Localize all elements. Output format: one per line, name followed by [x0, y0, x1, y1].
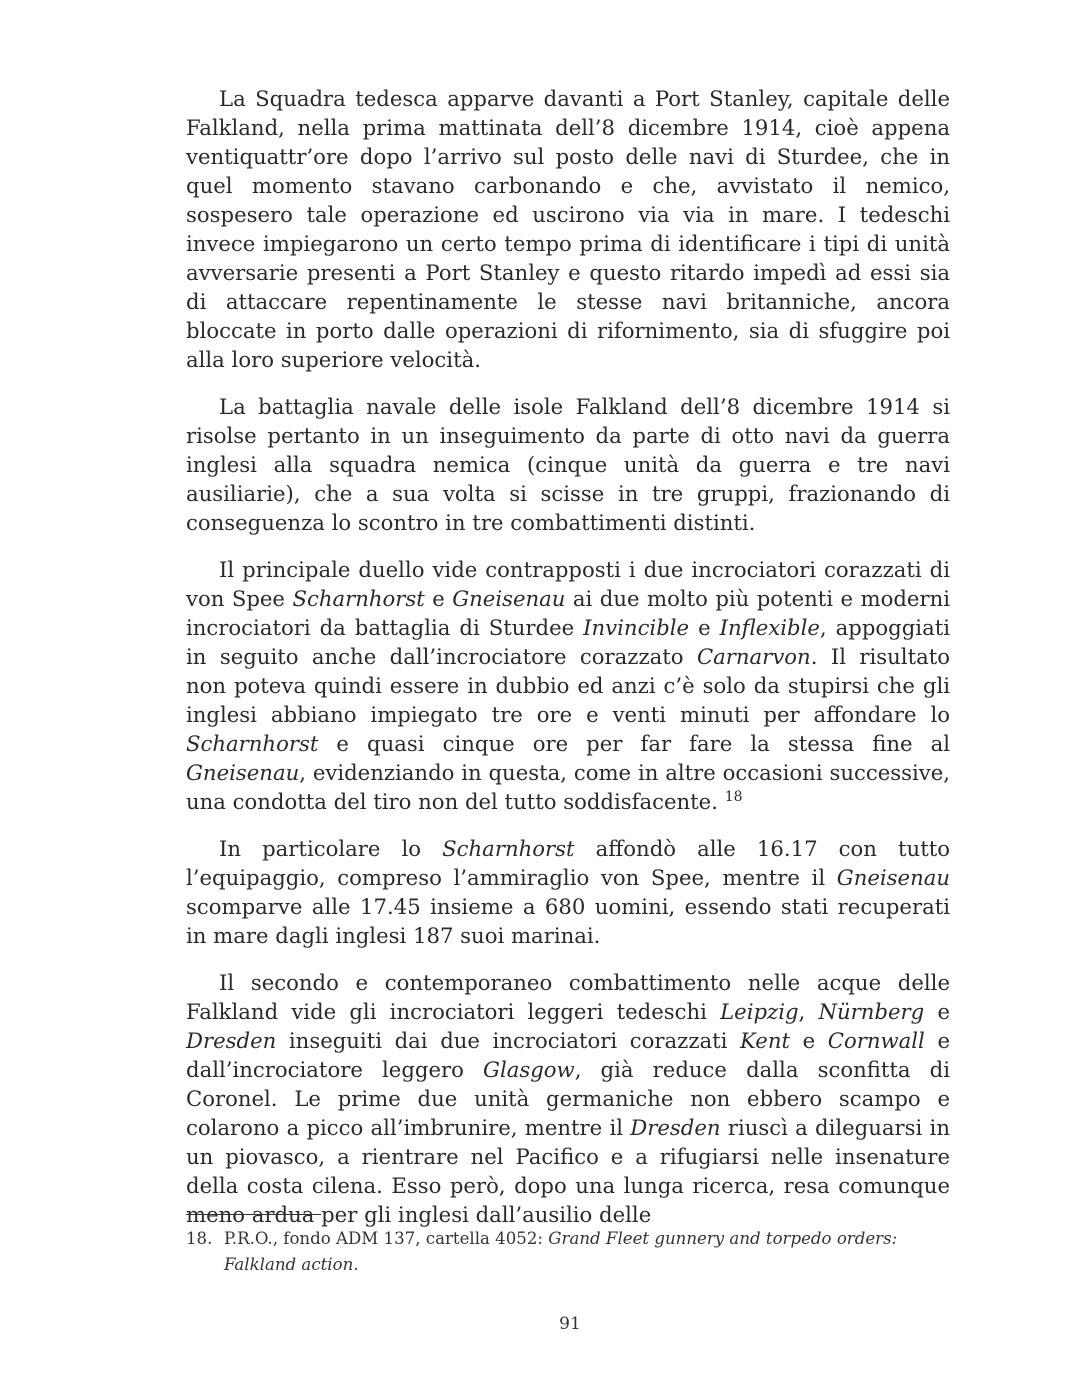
paragraph [186, 555, 950, 816]
footnote-line-2 [186, 1252, 961, 1278]
paragraph [186, 968, 950, 1229]
footnote-number: 18. [186, 1229, 213, 1248]
text-run: , [798, 999, 819, 1024]
text-run: Il secondo e contemporaneo combattimento nelle acque delle Falkland vide gli incrociatori leggeri tedeschi [186, 970, 950, 1024]
text-run: In particolare lo [219, 836, 443, 861]
italic-text: Cornwall [827, 1028, 925, 1053]
italic-text: Inflexible [719, 615, 820, 640]
italic-text: Gneisenau [452, 586, 566, 611]
paragraph [186, 834, 950, 950]
text-run: scomparve alle 17.45 insieme a 680 uomini, essendo stati recuperati in mare dagli inglesi 187 suoi marinai. [186, 894, 950, 948]
italic-text: Scharnhorst [292, 586, 425, 611]
italic-text: Kent [740, 1028, 790, 1053]
text-run: e [424, 586, 453, 611]
text-run: ai due molto più potenti e moderni incrociatori da battaglia di Sturdee [186, 586, 950, 640]
text-run: La battaglia navale delle isole Falkland dell’8 dicembre 1914 si risolse pertanto in un inseguimento da parte di otto navi da guerra inglesi alla squadra nemica (cinque unità da guerra e tre navi ausiliarie), che a sua volta si scisse in tre gruppi, frazionando di conseguenza lo scontro in tre combattimenti distinti. [186, 394, 950, 535]
text-run: . Il risultato non poteva quindi essere in dubbio ed anzi c’è solo da stupirsi che gli inglesi abbiano impiegato tre ore e venti minuti per affondare lo [186, 644, 950, 727]
italic-text: Gneisenau [186, 760, 300, 785]
text-run: e [790, 1028, 828, 1053]
footnote-title-line2: Falkland action [224, 1255, 354, 1274]
text-run: La Squadra tedesca apparve davanti a Port Stanley, capitale delle Falkland, nella prima mattinata dell’8 dicembre 1914, cioè appena ventiquattr’ore dopo l’arrivo sul posto delle navi di Sturdee, che in quel momento stavano carbonando e che, avvistato il nemico, sospesero tale operazione ed uscirono via via in mare. I tedeschi invece impiegarono un certo tempo prima di identificare i tipi di unità avversarie presenti a Port Stanley e questo ritardo impedì ad essi sia di attaccare repentinamente le stesse navi britanniche, ancora bloccate in porto dalle operazioni di rifornimento, sia di sfuggire poi alla loro superiore velocità. [186, 86, 950, 372]
italic-text: Nürnberg [818, 999, 925, 1024]
text-run: riuscì a dileguarsi in un piovasco, a rientrare nel Pacifico e a rifugiarsi nelle insenature della costa cilena. Esso però, dopo una lunga ricerca, resa comunque meno ardua per gli inglesi dall’ausilio delle [186, 1115, 950, 1227]
italic-text: Glasgow [483, 1057, 575, 1082]
text-run: inseguiti dai due incrociatori corazzati [276, 1028, 741, 1053]
text-run: , appoggiati in seguito anche dall’incrociatore corazzato [186, 615, 950, 669]
text-run: e quasi cinque ore per far fare la stessa fine al [318, 731, 950, 756]
footnote-text: P.R.O., fondo ADM 137, cartella 4052: [224, 1229, 549, 1248]
footnote-reference: 18 [724, 789, 743, 805]
italic-text: Scharnhorst [442, 836, 575, 861]
body-text [186, 84, 950, 1247]
footnote-18 [186, 1226, 961, 1278]
paragraph [186, 84, 950, 374]
italic-text: Dresden [630, 1115, 721, 1140]
italic-text: Scharnhorst [186, 731, 319, 756]
italic-text: Dresden [186, 1028, 277, 1053]
text-run: e dall’incrociatore leggero [186, 1028, 950, 1082]
footnote-line-1 [186, 1226, 961, 1252]
text-run: Il principale duello vide contrapposti i due incrociatori corazzati di von Spee [186, 557, 950, 611]
italic-text: Gneisenau [836, 865, 950, 890]
footnote-rule [186, 1214, 321, 1215]
footnote-title-line1: Grand Fleet gunnery and torpedo orders: [548, 1229, 898, 1248]
page-number: 91 [559, 1314, 581, 1334]
text-run: e [924, 999, 950, 1024]
text-run: , evidenziando in questa, come in altre occasioni successive, una condotta del tiro non del tutto soddisfacente. [186, 760, 950, 814]
italic-text: Invincible [583, 615, 690, 640]
footnote-end: . [353, 1255, 359, 1274]
text-run: affondò alle 16.17 con tutto l’equipaggio, compreso l’ammiraglio von Spee, mentre il [186, 836, 950, 890]
paragraph [186, 392, 950, 537]
text-run: e [689, 615, 720, 640]
italic-text: Carnarvon [696, 644, 811, 669]
text-run: , già reduce dalla sconfitta di Coronel. Le prime due unità germaniche non ebbero scampo e colarono a picco all’imbrunire, mentre il [186, 1057, 951, 1140]
italic-text: Leipzig [720, 999, 799, 1024]
